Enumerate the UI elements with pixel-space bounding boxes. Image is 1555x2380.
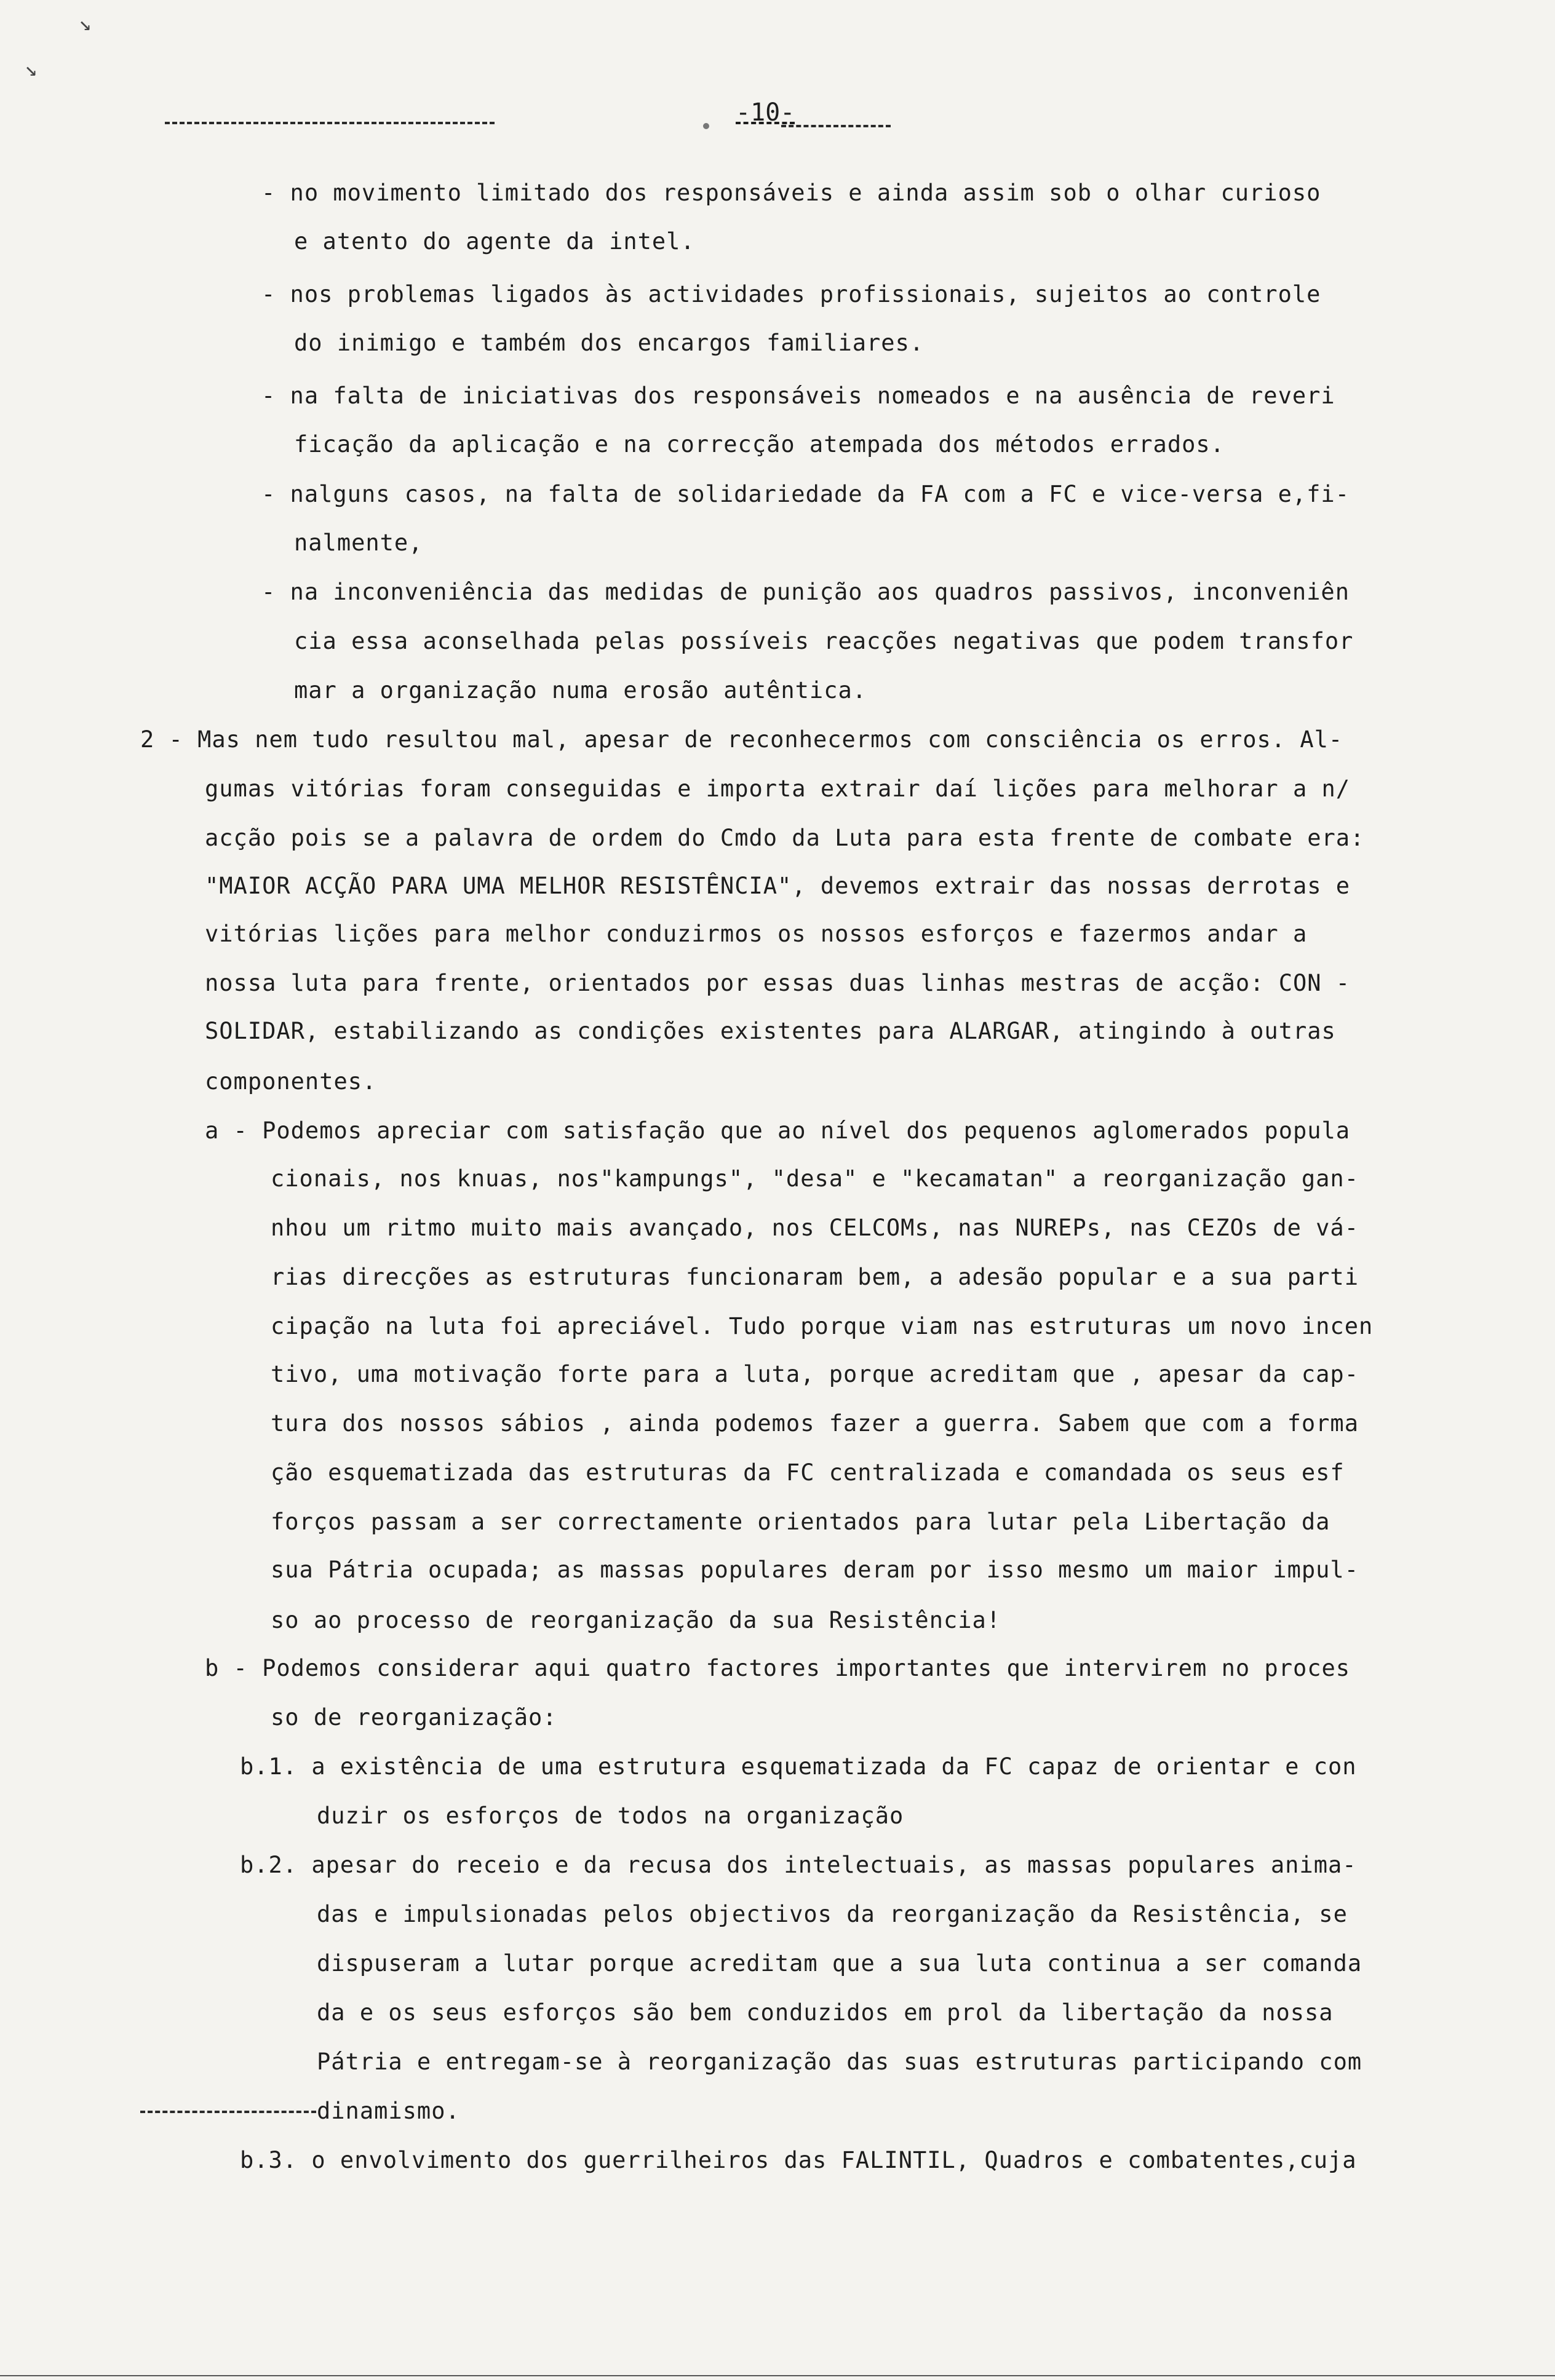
text-line-17: nossa luta para frente, orientados por essas duas linhas mestras de acção: CON - [205, 970, 1351, 996]
text-line-35: b.2. apesar do receio e da recusa dos intelectuais, as massas populares anima- [240, 1852, 1357, 1878]
text-line-28: forços passam a ser correctamente orientados para lutar pela Libertação da [271, 1509, 1330, 1535]
text-line-11: mar a organização numa erosão autêntica. [294, 677, 867, 704]
text-line-10: cia essa aconselhada pelas possíveis reacções negativas que podem transfor [294, 628, 1354, 654]
header-rule-right [781, 125, 891, 127]
text-line-22: nhou um ritmo muito mais avançado, nos CELCOMs, nas NUREPs, nas CEZOs de vá- [271, 1215, 1359, 1241]
text-line-12: 2 - Mas nem tudo resultou mal, apesar de reconhecermos com consciência os erros. Al- [140, 726, 1343, 753]
text-line-13: gumas vitórias foram conseguidas e importa extrair daí lições para melhorar a n/ [205, 775, 1351, 802]
text-line-8: nalmente, [294, 530, 423, 556]
text-line-4: do inimigo e também dos encargos familiares. [294, 330, 925, 356]
text-line-6: ficação da aplicação e na correcção atempada dos métodos errados. [294, 431, 1225, 458]
text-line-40: dinamismo. [317, 2098, 460, 2124]
text-line-19: componentes. [205, 1068, 377, 1095]
text-line-23: rias direcções as estruturas funcionaram bem, a adesão popular e a sua parti [271, 1264, 1359, 1290]
text-line-34: duzir os esforços de todos na organização [317, 1803, 904, 1829]
text-line-41: b.3. o envolvimento dos guerrilheiros das FALINTIL, Quadros e combatentes,cuja [240, 2147, 1357, 2173]
header-rule-left [165, 122, 495, 124]
scan-mark-left: ↘ [25, 57, 38, 81]
page-number: -10- [736, 98, 795, 127]
text-line-36: das e impulsionadas pelos objectivos da reorganização da Resistência, se [317, 1901, 1348, 1927]
text-line-7: - nalguns casos, na falta de solidariedade da FA com a FC e vice-versa e,fi- [261, 481, 1350, 507]
scan-mark-top: ↘ [79, 11, 92, 36]
text-line-21: cionais, nos knuas, nos"kampungs", "desa" e "kecamatan" a reorganização gan- [271, 1165, 1359, 1192]
text-line-16: vitórias lições para melhor conduzirmos os nossos esforços e fazermos andar a [205, 921, 1308, 947]
scan-bottom-edge [0, 2375, 1555, 2376]
text-line-39: Pátria e entregam-se à reorganização das suas estruturas participando com [317, 2049, 1362, 2075]
text-line-18: SOLIDAR, estabilizando as condições existentes para ALARGAR, atingindo à outras [205, 1018, 1336, 1044]
text-line-15: "MAIOR ACÇÃO PARA UMA MELHOR RESISTÊNCIA", devemos extrair das nossas derrotas e [205, 873, 1351, 899]
text-line-14: acção pois se a palavra de ordem do Cmdo da Luta para esta frente de combate era: [205, 825, 1365, 851]
text-line-33: b.1. a existência de uma estrutura esquematizada da FC capaz de orientar e con [240, 1753, 1357, 1780]
text-line-26: tura dos nossos sábios , ainda podemos fazer a guerra. Sabem que com a forma [271, 1410, 1359, 1437]
header-dot [703, 123, 709, 129]
text-line-9: - na inconveniência das medidas de punição aos quadros passivos, inconveniên [261, 579, 1350, 605]
text-line-25: tivo, uma motivação forte para a luta, porque acreditam que , apesar da cap- [271, 1361, 1359, 1387]
text-line-2: e atento do agente da intel. [294, 228, 695, 255]
text-line-3: - nos problemas ligados às actividades profissionais, sujeitos ao controle [261, 281, 1321, 307]
text-line-5: - na falta de iniciativas dos responsáveis nomeados e na ausência de reveri [261, 383, 1335, 409]
text-line-31: b - Podemos considerar aqui quatro factores importantes que intervirem no proces [205, 1655, 1351, 1681]
text-line-38: da e os seus esforços são bem conduzidos em prol da libertação da nossa [317, 1999, 1334, 2026]
text-line-27: ção esquematizada das estruturas da FC centralizada e comandada os seus esf [271, 1459, 1345, 1486]
footnote-rule [140, 2111, 316, 2113]
text-line-37: dispuseram a lutar porque acreditam que a sua luta continua a ser comanda [317, 1950, 1362, 1977]
text-line-32: so de reorganização: [271, 1704, 557, 1731]
text-line-20: a - Podemos apreciar com satisfação que ao nível dos pequenos aglomerados popula [205, 1117, 1351, 1144]
text-line-24: cipação na luta foi apreciável. Tudo porque viam nas estruturas um novo incen [271, 1313, 1374, 1339]
text-line-30: so ao processo de reorganização da sua Resistência! [271, 1607, 1001, 1633]
text-line-1: - no movimento limitado dos responsáveis e ainda assim sob o olhar curioso [261, 180, 1321, 206]
text-line-29: sua Pátria ocupada; as massas populares deram por isso mesmo um maior impul- [271, 1557, 1359, 1583]
